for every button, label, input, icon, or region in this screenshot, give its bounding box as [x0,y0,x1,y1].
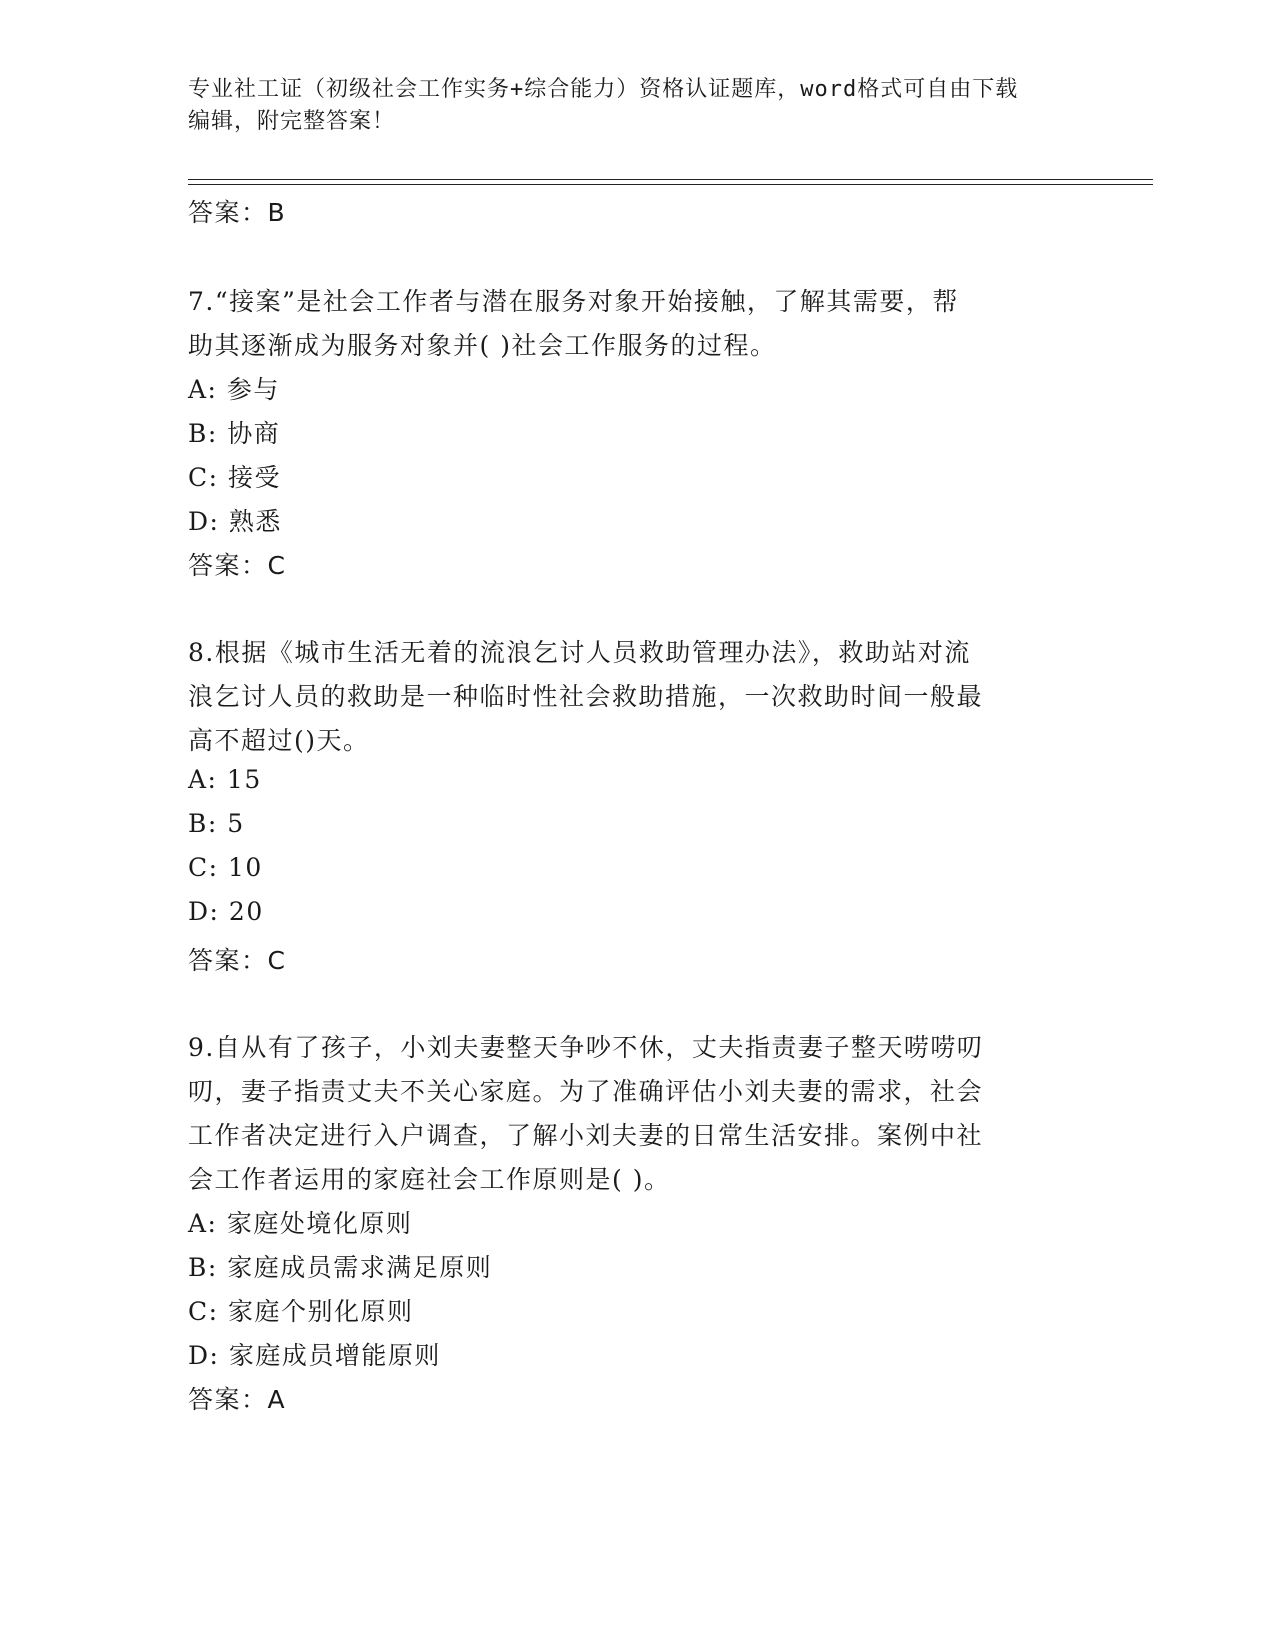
question-9-option-a: A: 家庭处境化原则 [188,1209,413,1238]
question-8-option-b: B: 5 [188,809,245,838]
question-9-text-line-1: 9.自从有了孩子，小刘夫妻整天争吵不休，丈夫指责妻子整天唠唠叨 [188,1033,984,1062]
question-9-option-b: B: 家庭成员需求满足原则 [188,1253,493,1282]
header-line-2: 编辑，附完整答案！ [188,109,396,134]
question-7-text-line-1: 7.“接案”是社会工作者与潜在服务对象开始接触，了解其需要，帮 [188,287,959,316]
question-9-answer: 答案：A [188,1385,287,1414]
question-8-text-line-3: 高不超过()天。 [188,726,370,755]
question-9-text-line-4: 会工作者运用的家庭社会工作原则是( )。 [188,1165,671,1194]
question-8-text-line-2: 浪乞讨人员的救助是一种临时性社会救助措施，一次救助时间一般最 [188,682,984,711]
question-7-answer: 答案：C [188,551,287,580]
header-divider-bottom [188,184,1153,185]
question-7-option-b: B: 协商 [188,419,281,448]
question-7-option-d: D: 熟悉 [188,507,282,536]
question-7-option-a: A: 参与 [188,375,280,404]
question-8-option-a: A: 15 [188,765,262,794]
question-9-option-c: C: 家庭个别化原则 [188,1297,414,1326]
question-9-text-line-2: 叨，妻子指责丈夫不关心家庭。为了准确评估小刘夫妻的需求，社会 [188,1077,984,1106]
question-8-option-c: C: 10 [188,853,263,882]
document-header [188,74,1088,138]
question-7-text-line-2: 助其逐渐成为服务对象并( )社会工作服务的过程。 [188,331,777,360]
header-divider-top [188,179,1153,180]
question-8-text-line-1: 8.根据《城市生活无着的流浪乞讨人员救助管理办法》，救助站对流 [188,638,971,667]
question-9-option-d: D: 家庭成员增能原则 [188,1341,441,1370]
question-8-answer: 答案：C [188,946,287,975]
question-7-option-c: C: 接受 [188,463,281,492]
previous-answer: 答案：B [188,198,287,227]
header-line-1: 专业社工证（初级社会工作实务+综合能力）资格认证题库，word格式可自由下载 [188,77,1019,102]
question-8-option-d: D: 20 [188,897,264,926]
question-9-text-line-3: 工作者决定进行入户调查，了解小刘夫妻的日常生活安排。案例中社 [188,1121,984,1150]
